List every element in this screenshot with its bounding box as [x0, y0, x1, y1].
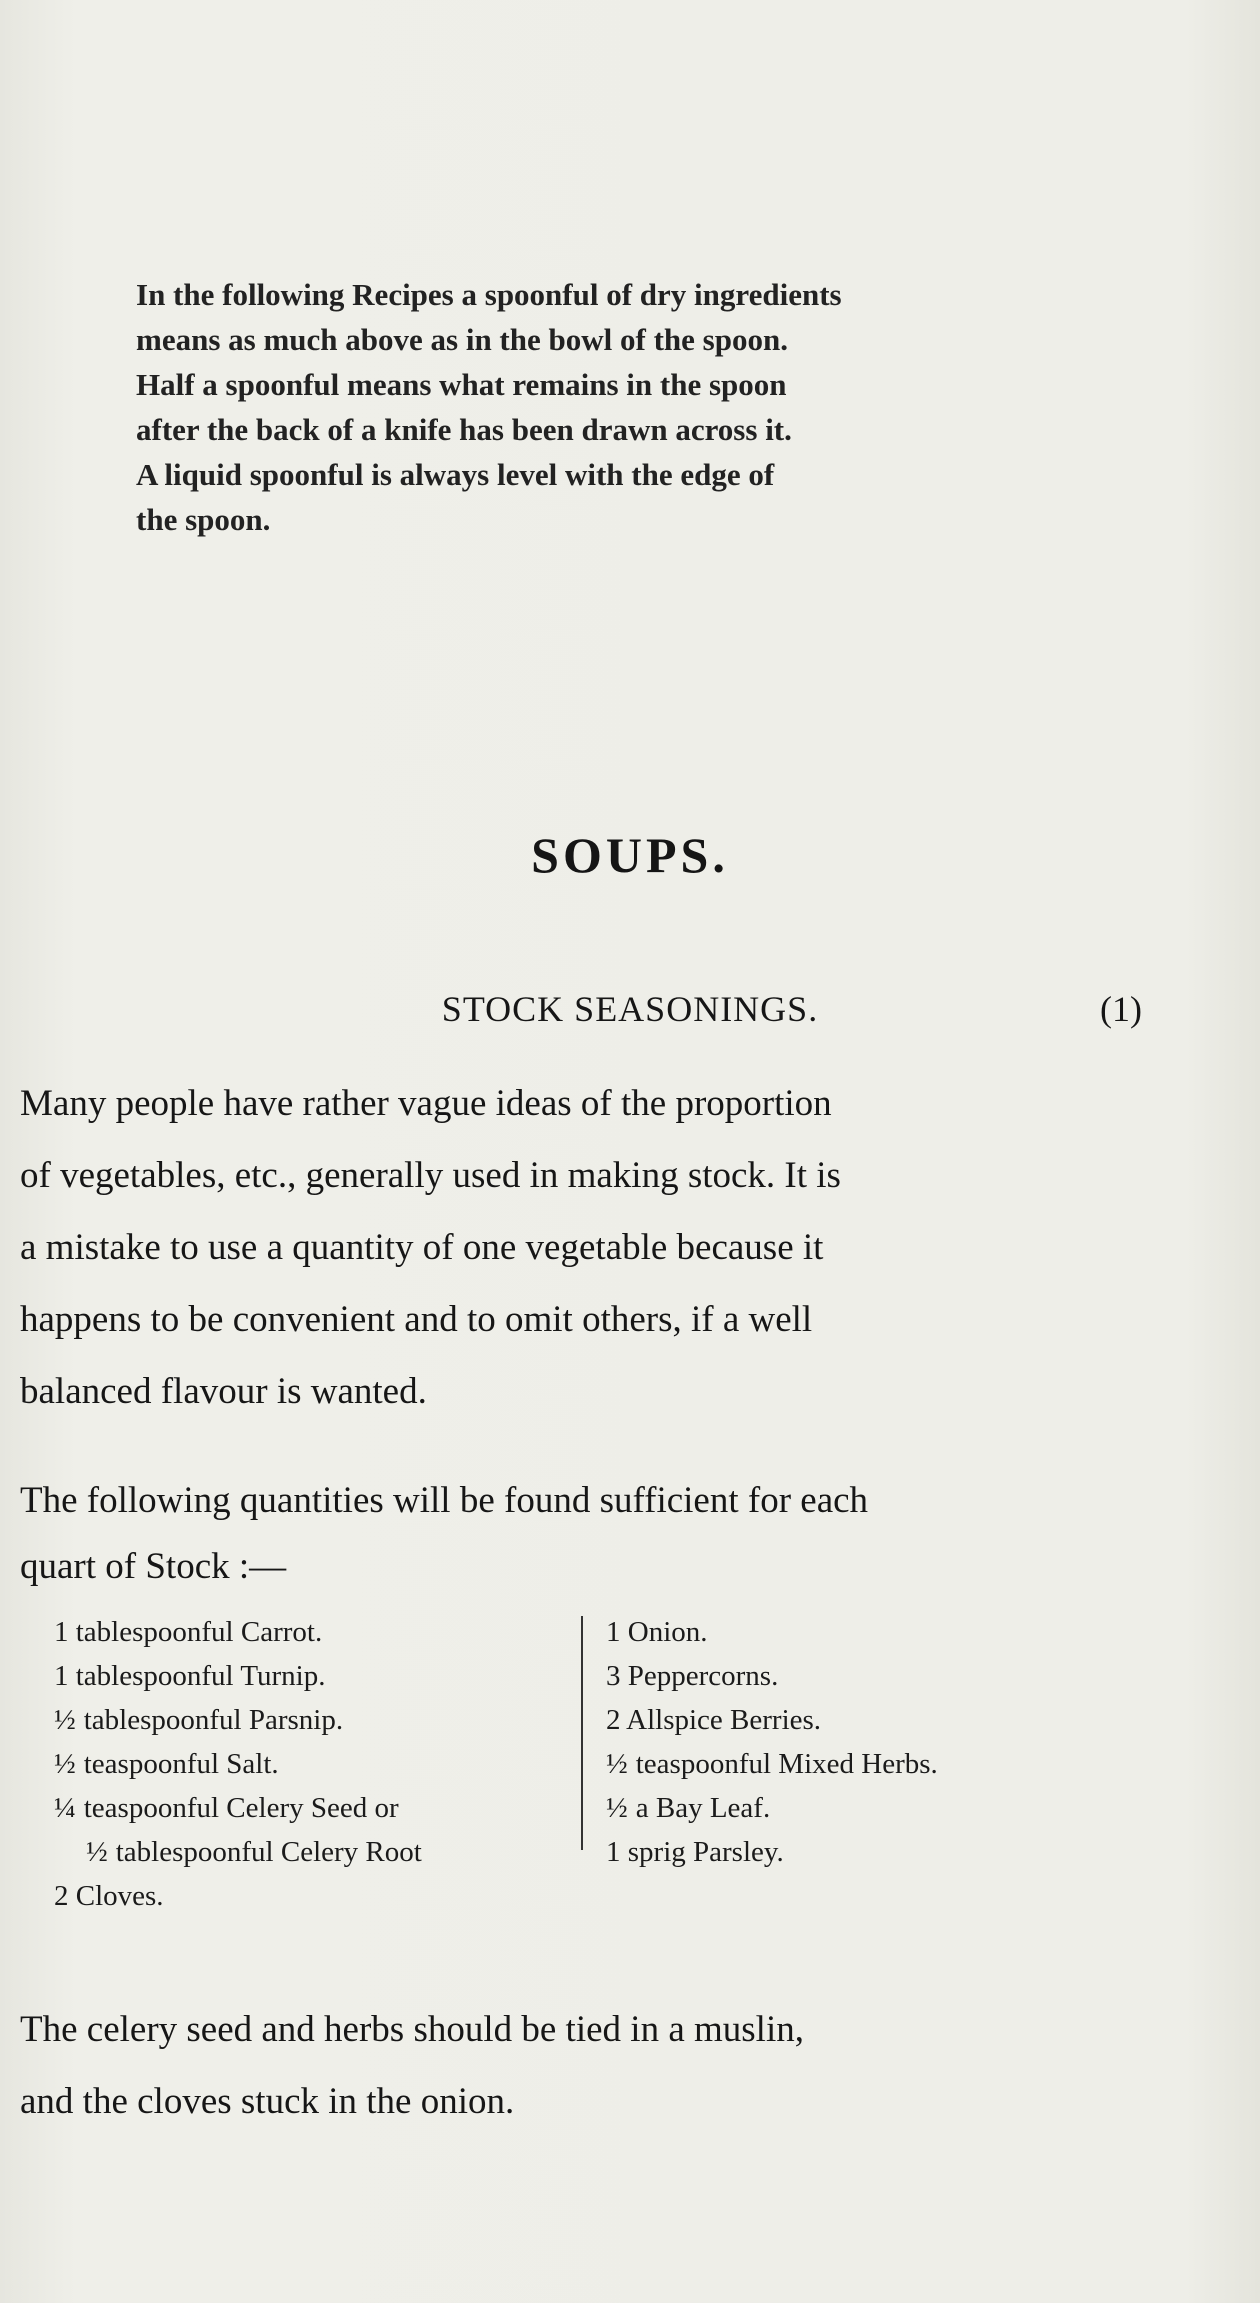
- ingredient-text: teaspoonful Celery Seed or: [83, 1792, 399, 1824]
- fraction-glyph: ½: [606, 1792, 628, 1824]
- chapter-heading: SOUPS.: [531, 827, 729, 883]
- ingredient-text: tablespoonful Celery Root: [115, 1836, 422, 1868]
- ingredient-item: [54, 1610, 422, 1654]
- ingredient-text: 2 Cloves.: [54, 1880, 164, 1912]
- ingredient-item: [606, 1610, 938, 1654]
- ingredient-item: [54, 1786, 422, 1830]
- paragraph-line: The following quantities will be found sufficient for each: [20, 1480, 869, 1521]
- note-line: means as much above as in the bowl of the spoon.: [136, 322, 788, 357]
- ingredient-text: 2 Allspice Berries.: [606, 1704, 822, 1736]
- ingredient-item: [54, 1874, 422, 1918]
- fraction-glyph: ½: [54, 1748, 76, 1780]
- ingredient-item: [606, 1742, 938, 1786]
- ingredient-item: [606, 1654, 938, 1698]
- note-line: In the following Recipes a spoonful of dry ingredients: [136, 277, 842, 312]
- ingredient-list-right: [606, 1610, 938, 1874]
- intro-paragraph: [20, 1068, 1160, 1428]
- paragraph-line: a mistake to use a quantity of one vegetable because it: [20, 1227, 824, 1268]
- fraction-glyph: ½: [86, 1836, 108, 1868]
- ingredient-item: [54, 1742, 422, 1786]
- quantities-paragraph: [20, 1468, 1160, 1600]
- ingredient-text: teaspoonful Mixed Herbs.: [635, 1748, 938, 1780]
- paragraph-line: and the cloves stuck in the onion.: [20, 2081, 515, 2122]
- ingredient-list-left: [54, 1610, 422, 1918]
- ingredient-text: 1 sprig Parsley.: [606, 1836, 784, 1868]
- ingredient-text: 1 tablespoonful Turnip.: [54, 1660, 326, 1692]
- ingredient-text: teaspoonful Salt.: [83, 1748, 279, 1780]
- ingredient-text: 1 Onion.: [606, 1616, 708, 1648]
- paragraph-line: Many people have rather vague ideas of the proportion: [20, 1083, 832, 1124]
- paragraph-line: The celery seed and herbs should be tied in a muslin,: [20, 2009, 804, 2050]
- paragraph-line: of vegetables, etc., generally used in making stock. It is: [20, 1155, 841, 1196]
- ingredient-item: [54, 1654, 422, 1698]
- ingredient-item: [606, 1698, 938, 1742]
- note-line: Half a spoonful means what remains in the spoon: [136, 367, 787, 402]
- ingredient-item: [606, 1830, 938, 1874]
- spoonful-note: [136, 272, 1056, 542]
- ingredient-text: 3 Peppercorns.: [606, 1660, 779, 1692]
- fraction-glyph: ½: [54, 1704, 76, 1736]
- note-line: A liquid spoonful is always level with the edge of: [136, 457, 775, 492]
- column-divider: [581, 1616, 583, 1850]
- recipe-number: (1): [1100, 989, 1142, 1029]
- paragraph-line: quart of Stock :—: [20, 1546, 287, 1587]
- ingredient-text: 1 tablespoonful Carrot.: [54, 1616, 323, 1648]
- ingredient-item: [606, 1786, 938, 1830]
- note-line: after the back of a knife has been drawn across it.: [136, 412, 792, 447]
- ingredient-item: [54, 1698, 422, 1742]
- closing-paragraph: [20, 1994, 1160, 2138]
- ingredient-text: a Bay Leaf.: [635, 1792, 771, 1824]
- paragraph-line: balanced flavour is wanted.: [20, 1371, 427, 1412]
- recipe-title: STOCK SEASONINGS.: [441, 989, 819, 1029]
- fraction-glyph: ¼: [54, 1792, 76, 1824]
- paragraph-line: happens to be convenient and to omit others, if a well: [20, 1299, 813, 1340]
- note-line: the spoon.: [136, 502, 271, 537]
- fraction-glyph: ½: [606, 1748, 628, 1780]
- ingredient-item: [54, 1830, 422, 1874]
- ingredient-text: tablespoonful Parsnip.: [83, 1704, 344, 1736]
